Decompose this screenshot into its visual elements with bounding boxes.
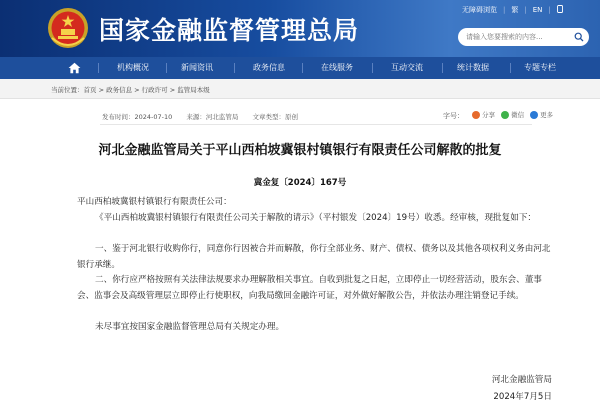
english-link[interactable]: EN [532,6,543,14]
traditional-chinese-link[interactable]: 繁 [511,6,519,14]
home-icon[interactable] [68,62,81,74]
document-paragraph-2: 一、鉴于河北银行收购你行，同意你行因被合并而解散，你行全部业务、财产、债权、债务以及其他各项权利义务由河北银行承继。 [77,244,551,270]
nav-item-special-topics[interactable]: 专题专栏 [524,63,556,72]
national-emblem-icon [47,6,89,50]
search-icon[interactable] [574,32,584,42]
share-bar [468,110,553,120]
document-number: 冀金复〔2024〕167号 [253,178,347,188]
publish-time: 发布时间：2024-07-10 [102,113,173,121]
divider [100,124,532,125]
share-icon[interactable] [472,111,480,119]
document-date: 2024年7月5日 [493,392,552,402]
document-paragraph-4: 未尽事宜按国家金融监督管理总局有关规定办理。 [95,322,285,332]
article-type: 文章类型：原创 [252,113,298,121]
document-paragraph-3: 二、你行应严格按照有关法律法规要求办理解散相关事宜。自收到批复之日起，立即停止一切经营活动，股东会、董事会、监事会及高级管理层立即停止行使职权，向我局缴回金融许可证，对外做好解散公告，并依法办理注销登记手续。 [77,275,542,301]
site-header [0,0,600,57]
nav-item-interaction[interactable]: 互动交流 [391,63,423,72]
document-title: 河北金融监管局关于平山西柏坡冀银村镇银行有限责任公司解散的批复 [98,143,502,158]
share-label[interactable]: 分享 [482,111,495,119]
more-icon[interactable] [530,111,538,119]
accessibility-link[interactable]: 无障碍浏览 [462,6,497,14]
wechat-icon[interactable] [501,111,509,119]
top-links: 无障碍浏览 | 繁 | EN | [462,5,563,15]
nav-item-about[interactable]: 机构概况 [117,63,149,72]
font-size-control[interactable] [443,111,464,121]
nav-item-news[interactable]: 新闻资讯 [181,63,213,72]
main-nav [0,57,600,79]
article-meta [102,112,310,121]
mobile-icon[interactable] [557,5,563,13]
breadcrumb[interactable]: 当前位置：首页 > 政务信息 > 行政许可 > 监管局本级 [51,86,210,94]
font-size-label: 字号： [443,112,464,120]
search-input[interactable] [458,28,570,46]
document-addressee: 平山西柏坡冀银村镇银行有限责任公司： [77,197,232,207]
nav-item-online-services[interactable]: 在线服务 [321,63,353,72]
wechat-label[interactable]: 微信 [511,111,525,119]
site-title[interactable]: 国家金融监督管理总局 [99,16,360,45]
breadcrumb-bar [0,79,600,99]
article-source: 来源：河北监管局 [186,113,239,121]
document-paragraph-1: 《平山西柏坡冀银村镇银行有限责任公司关于解散的请示》（平村银发〔2024〕19号）收悉。经审核，现批复如下： [95,213,537,223]
document-signer: 河北金融监管局 [491,375,552,385]
more-label[interactable]: 更多 [540,111,554,119]
nav-item-statistics[interactable]: 统计数据 [457,63,489,72]
nav-item-government-info[interactable]: 政务信息 [253,63,285,72]
search-box [458,28,589,46]
